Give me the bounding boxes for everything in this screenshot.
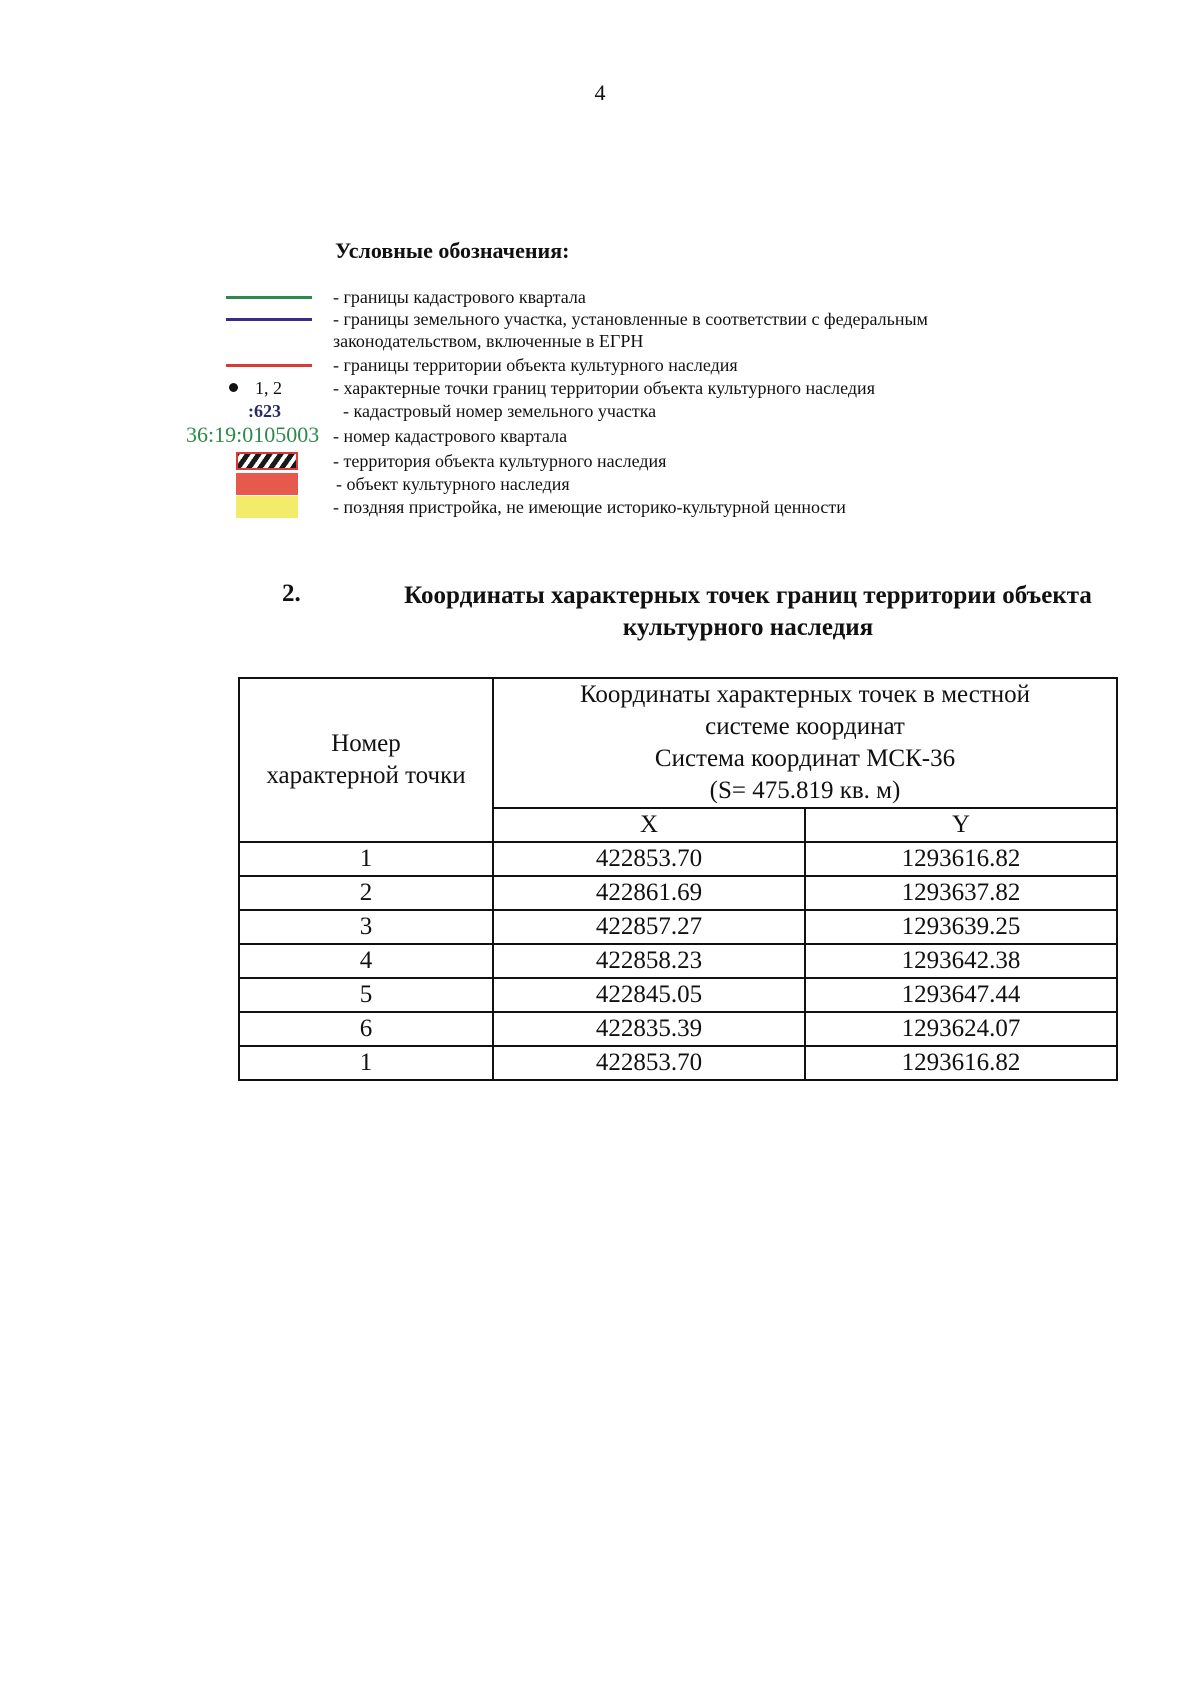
point-icon: [229, 383, 238, 392]
red-fill-icon: [236, 473, 298, 495]
table-row: [239, 876, 1117, 910]
legend-item-parcel-boundary: [0, 308, 1200, 330]
legend-text: - территория объекта культурного наследия: [333, 451, 667, 471]
table-row: [239, 944, 1117, 978]
legend-text: - характерные точки границ территории объекта культурного наследия: [333, 378, 875, 398]
parcel-number-label: :623: [248, 401, 281, 421]
header-coordinates-line1: Координаты характерных точек в местной: [580, 681, 1031, 708]
section-title-line2: культурного наследия: [622, 614, 874, 641]
cell-y: 1293639.25: [805, 910, 1117, 944]
table-row: [239, 1012, 1117, 1046]
cell-point-number: 3: [239, 910, 493, 944]
legend-text: - границы кадастрового квартала: [333, 287, 586, 307]
coordinates-table: [238, 677, 1118, 1081]
red-line-icon: [226, 364, 312, 367]
legend-text: - объект культурного наследия: [336, 474, 570, 494]
section-title: [358, 580, 1138, 644]
legend-item-heritage-boundary: [0, 354, 1200, 376]
yellow-fill-icon: [236, 496, 298, 518]
legend-text: - границы территории объекта культурного наследия: [333, 355, 738, 375]
cell-point-number: 2: [239, 876, 493, 910]
header-point-number-line1: Номер: [331, 730, 401, 757]
legend-item-quarter-number: [0, 422, 1200, 447]
legend-item-points: [0, 377, 1200, 399]
legend-item-heritage-territory: [0, 450, 1200, 472]
cell-x: 422835.39: [493, 1012, 805, 1046]
cell-y: 1293616.82: [805, 1046, 1117, 1080]
cell-point-number: 1: [239, 842, 493, 876]
header-point-number: [239, 678, 493, 842]
header-coordinates-line3: Система координат МСК-36: [654, 745, 956, 772]
cell-x: 422853.70: [493, 1046, 805, 1080]
legend-text: - поздняя пристройка, не имеющие историко-культурной ценности: [333, 497, 846, 517]
cell-x: 422858.23: [493, 944, 805, 978]
cell-y: 1293637.82: [805, 876, 1117, 910]
header-point-number-line2: характерной точки: [266, 762, 466, 789]
header-y: Y: [805, 808, 1117, 842]
legend-title: Условные обозначения:: [335, 238, 570, 263]
cell-point-number: 1: [239, 1046, 493, 1080]
cell-y: 1293647.44: [805, 978, 1117, 1012]
cell-x: 422853.70: [493, 842, 805, 876]
hatch-icon: [236, 452, 298, 470]
header-coordinates-line2: системе координат: [705, 713, 905, 740]
legend-text: - номер кадастрового квартала: [333, 426, 568, 446]
green-line-icon: [226, 296, 312, 299]
header-coordinates-line4: (S= 475.819 кв. м): [709, 777, 901, 804]
cell-y: 1293642.38: [805, 944, 1117, 978]
header-coordinates: [493, 678, 1117, 808]
legend-text: законодательством, включенные в ЕГРН: [333, 331, 644, 351]
page-number: 4: [594, 80, 606, 105]
legend-item-parcel-number: [0, 400, 1200, 422]
cell-x: 422845.05: [493, 978, 805, 1012]
cell-y: 1293624.07: [805, 1012, 1117, 1046]
legend-text: - границы земельного участка, установленные в соответствии с федеральным: [333, 309, 928, 329]
cell-x: 422857.27: [493, 910, 805, 944]
table-row: [239, 842, 1117, 876]
section-title-line1: Координаты характерных точек границ территории объекта: [404, 582, 1092, 609]
section-number: 2.: [282, 580, 301, 607]
header-x: X: [493, 808, 805, 842]
point-label: 1, 2: [255, 378, 282, 398]
table-row: [239, 978, 1117, 1012]
purple-line-icon: [226, 318, 312, 321]
cell-point-number: 6: [239, 1012, 493, 1046]
table-row: [239, 910, 1117, 944]
legend-item-heritage-object: [0, 473, 1200, 495]
quarter-number-label: 36:19:0105003: [186, 422, 320, 447]
legend-text: - кадастровый номер земельного участка: [343, 401, 657, 421]
cell-y: 1293616.82: [805, 842, 1117, 876]
cell-point-number: 4: [239, 944, 493, 978]
cell-x: 422861.69: [493, 876, 805, 910]
table-row: [239, 1046, 1117, 1080]
legend-item-late-extension: [0, 496, 1200, 518]
cell-point-number: 5: [239, 978, 493, 1012]
legend-item-parcel-boundary-cont: [0, 330, 1200, 352]
legend-item-quarter-boundary: [0, 286, 1200, 308]
